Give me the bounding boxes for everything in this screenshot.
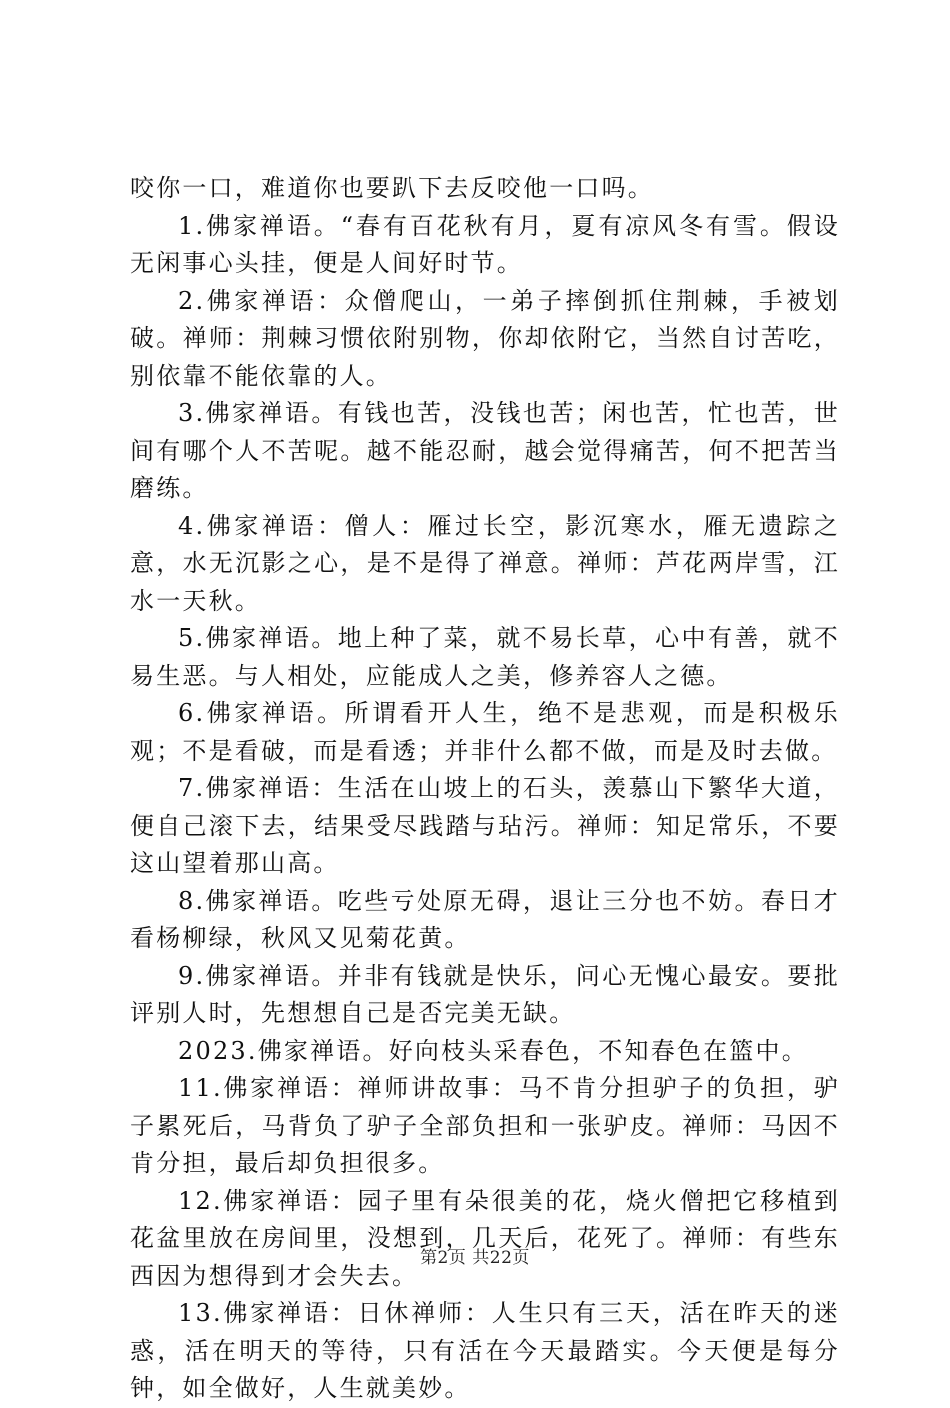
paragraph-item-2: 2.佛家禅语：众僧爬山，一弟子摔倒抓住荆棘，手被划破。禅师：荆棘习惯依附别物，你却依附它，当然自讨苦吃，别依靠不能依靠的人。 (130, 286, 840, 390)
paragraph-item-10: 2023.佛家禅语。好向枝头采春色，不知春色在篮中。 (178, 1036, 808, 1065)
paragraph-item-11: 11.佛家禅语：禅师讲故事：马不肯分担驴子的负担，驴子累死后，马背负了驴子全部负担和一张驴皮。禅师：马因不肯分担，最后却负担很多。 (130, 1074, 840, 1177)
paragraph-item-13: 13.佛家禅语：日休禅师：人生只有三天，活在昨天的迷惑，活在明天的等待，只有活在今天最踏实。今天便是每分钟，如全做好，人生就美妙。 (130, 1299, 840, 1402)
paragraph-item-4: 4.佛家禅语：僧人：雁过长空，影沉寒水，雁无遗踪之意，水无沉影之心，是不是得了禅意。禅师：芦花两岸雪，江水一天秋。 (130, 511, 840, 615)
paragraph-item-5: 5.佛家禅语。地上种了菜，就不易长草，心中有善，就不易生恶。与人相处，应能成人之美，修养容人之德。 (130, 624, 840, 690)
paragraph-item-1: 1.佛家禅语。“春有百花秋有月，夏有凉风冬有雪。假设无闲事心头挂，便是人间好时节。 (130, 211, 840, 277)
paragraph-item-6: 6.佛家禅语。所谓看开人生，绝不是悲观，而是积极乐观；不是看破，而是看透；并非什么都不做，而是及时去做。 (130, 699, 840, 765)
paragraph-item-7: 7.佛家禅语：生活在山坡上的石头，羡慕山下繁华大道，便自己滚下去，结果受尽践踏与玷污。禅师：知足常乐，不要这山望着那山高。 (130, 774, 840, 877)
paragraph-item-12: 12.佛家禅语：园子里有朵很美的花，烧火僧把它移植到花盆里放在房间里，没想到，几天后，花死了。禅师：有些东西因为想得到才会失去。 (130, 1186, 840, 1290)
paragraph-item-8: 8.佛家禅语。吃些亏处原无碍，退让三分也不妨。春日才看杨柳绿，秋风又见菊花黄。 (130, 886, 840, 952)
paragraph-continuation: 咬你一口，难道你也要趴下去反咬他一口吗。 (130, 174, 654, 202)
paragraph-item-3: 3.佛家禅语。有钱也苦，没钱也苦；闲也苦，忙也苦，世间有哪个人不苦呢。越不能忍耐，越会觉得痛苦，何不把苦当磨练。 (130, 399, 840, 502)
document-body (130, 170, 840, 1408)
page-number-footer: 第2页 共22页 (420, 1248, 530, 1268)
paragraph-item-9: 9.佛家禅语。并非有钱就是快乐，问心无愧心最安。要批评别人时，先想想自己是否完美无缺。 (130, 961, 840, 1027)
